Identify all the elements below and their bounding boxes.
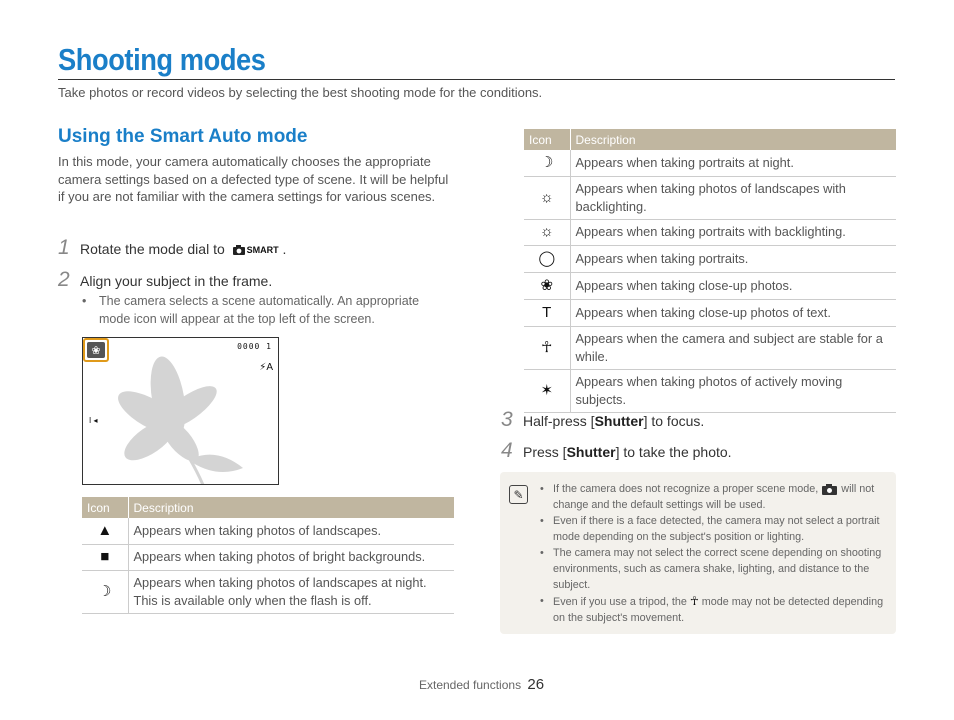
page-intro: Take photos or record videos by selecting the best shooting mode for the conditions. <box>58 85 543 100</box>
row-description: Appears when taking photos of landscapes at night. This is available only when the flash is off. <box>128 570 454 613</box>
white-background-icon: ■ <box>82 544 128 570</box>
table-row <box>524 150 896 176</box>
note-item: • Even if there is a face detected, the camera may not select a portrait mode depending on the subject's position or lighting. <box>540 515 880 543</box>
row-description: Appears when the camera and subject are stable for a while. <box>570 326 896 369</box>
row-description: Appears when taking portraits with backlighting. <box>570 219 896 245</box>
step-number: 2 <box>58 268 70 291</box>
note-item: • The camera may not select the correct scene depending on shooting environments, such as camera shake, lighting, and distance to the subject. <box>540 547 882 591</box>
row-description: Appears when taking photos of actively moving subjects. <box>570 369 896 412</box>
page-title: Shooting modes <box>58 42 266 77</box>
shot-counter: 0000 1 <box>237 342 272 351</box>
camera-screen-illustration <box>82 337 279 485</box>
page-number: 26 <box>527 676 545 693</box>
page-footer <box>419 676 544 693</box>
table-row <box>524 272 896 299</box>
table-row <box>524 245 896 272</box>
tripod-icon: ☥ <box>524 326 570 369</box>
table-row <box>524 219 896 245</box>
macro-icon: ❀ <box>524 272 570 299</box>
row-description: Appears when taking photos of landscapes. <box>128 518 454 544</box>
action-icon: ✶ <box>524 369 570 412</box>
column-header-description: Description <box>128 497 454 518</box>
shutter-key-label: Shutter <box>566 444 616 460</box>
step-text: Half-press [Shutter] to focus. <box>523 413 705 429</box>
row-description: Appears when taking close-up photos of text. <box>570 299 896 326</box>
af-indicator: I ◂ <box>89 416 98 425</box>
note-item: • Even if you use a tripod, the ☥ mode may not be detected depending on the subject's movement. <box>540 594 884 624</box>
flash-icon: ⚡A <box>259 362 273 373</box>
night-landscape-icon: ☽ <box>82 570 128 613</box>
scene-icon-table-left <box>82 497 454 614</box>
table-row <box>82 544 454 570</box>
step-2 <box>58 269 272 291</box>
landscape-icon: ▲ <box>82 518 128 544</box>
column-header-icon: Icon <box>524 129 570 150</box>
portrait-icon: ◯ <box>524 245 570 272</box>
flower-illustration <box>108 348 278 485</box>
column-header-icon: Icon <box>82 497 128 518</box>
step-text: Press [Shutter] to take the photo. <box>523 444 732 460</box>
step-1 <box>58 237 286 260</box>
table-row <box>82 570 454 613</box>
column-header-description: Description <box>570 129 896 150</box>
step-number: 3 <box>501 408 513 431</box>
note-list <box>540 482 890 627</box>
step-number: 4 <box>501 439 513 462</box>
note-box <box>500 472 896 634</box>
macro-text-icon: T <box>524 299 570 326</box>
step-3 <box>501 409 704 431</box>
row-description: Appears when taking photos of bright backgrounds. <box>128 544 454 570</box>
backlight-landscape-icon: ☼ <box>524 176 570 219</box>
smart-mode-icon <box>821 483 838 496</box>
shutter-key-label: Shutter <box>594 413 644 429</box>
note-icon: ✎ <box>509 485 528 504</box>
macro-icon: ❀ <box>87 342 105 358</box>
table-header-row <box>82 497 454 518</box>
step-number: 1 <box>58 236 70 259</box>
step-text: Rotate the mode dial to SMART . <box>80 237 286 260</box>
section-body: In this mode, your camera automatically chooses the appropriate camera settings based on a defected type of scene. It will be helpful if you are not familiar with the camera settings for various scenes. <box>58 154 449 204</box>
table-row <box>524 299 896 326</box>
night-portrait-icon: ☽ <box>524 150 570 176</box>
step-4 <box>501 440 732 462</box>
section-title: Using the Smart Auto mode <box>58 126 308 147</box>
step-2-bullet: • The camera selects a scene automatically. An appropriate mode icon will appear at the top left of the screen. <box>82 294 420 326</box>
backlight-portrait-icon: ☼ <box>524 219 570 245</box>
row-description: Appears when taking close-up photos. <box>570 272 896 299</box>
table-row <box>524 176 896 219</box>
footer-section: Extended functions <box>419 678 522 692</box>
row-description: Appears when taking photos of landscapes with backlighting. <box>570 176 896 219</box>
scene-mode-badge <box>83 338 109 362</box>
step-text: Align your subject in the frame. <box>80 273 273 289</box>
table-header-row <box>524 129 896 150</box>
smart-mode-icon: SMART <box>232 240 279 260</box>
row-description: Appears when taking portraits. <box>570 245 896 272</box>
scene-icon-table-right <box>524 129 896 413</box>
note-item: • If the camera does not recognize a proper scene mode, will not change and the default settings will be used. <box>540 483 875 511</box>
title-divider <box>58 79 895 80</box>
table-row <box>82 518 454 544</box>
row-description: Appears when taking portraits at night. <box>570 150 896 176</box>
tripod-icon: ☥ <box>689 594 699 609</box>
table-row <box>524 369 896 412</box>
table-row <box>524 326 896 369</box>
